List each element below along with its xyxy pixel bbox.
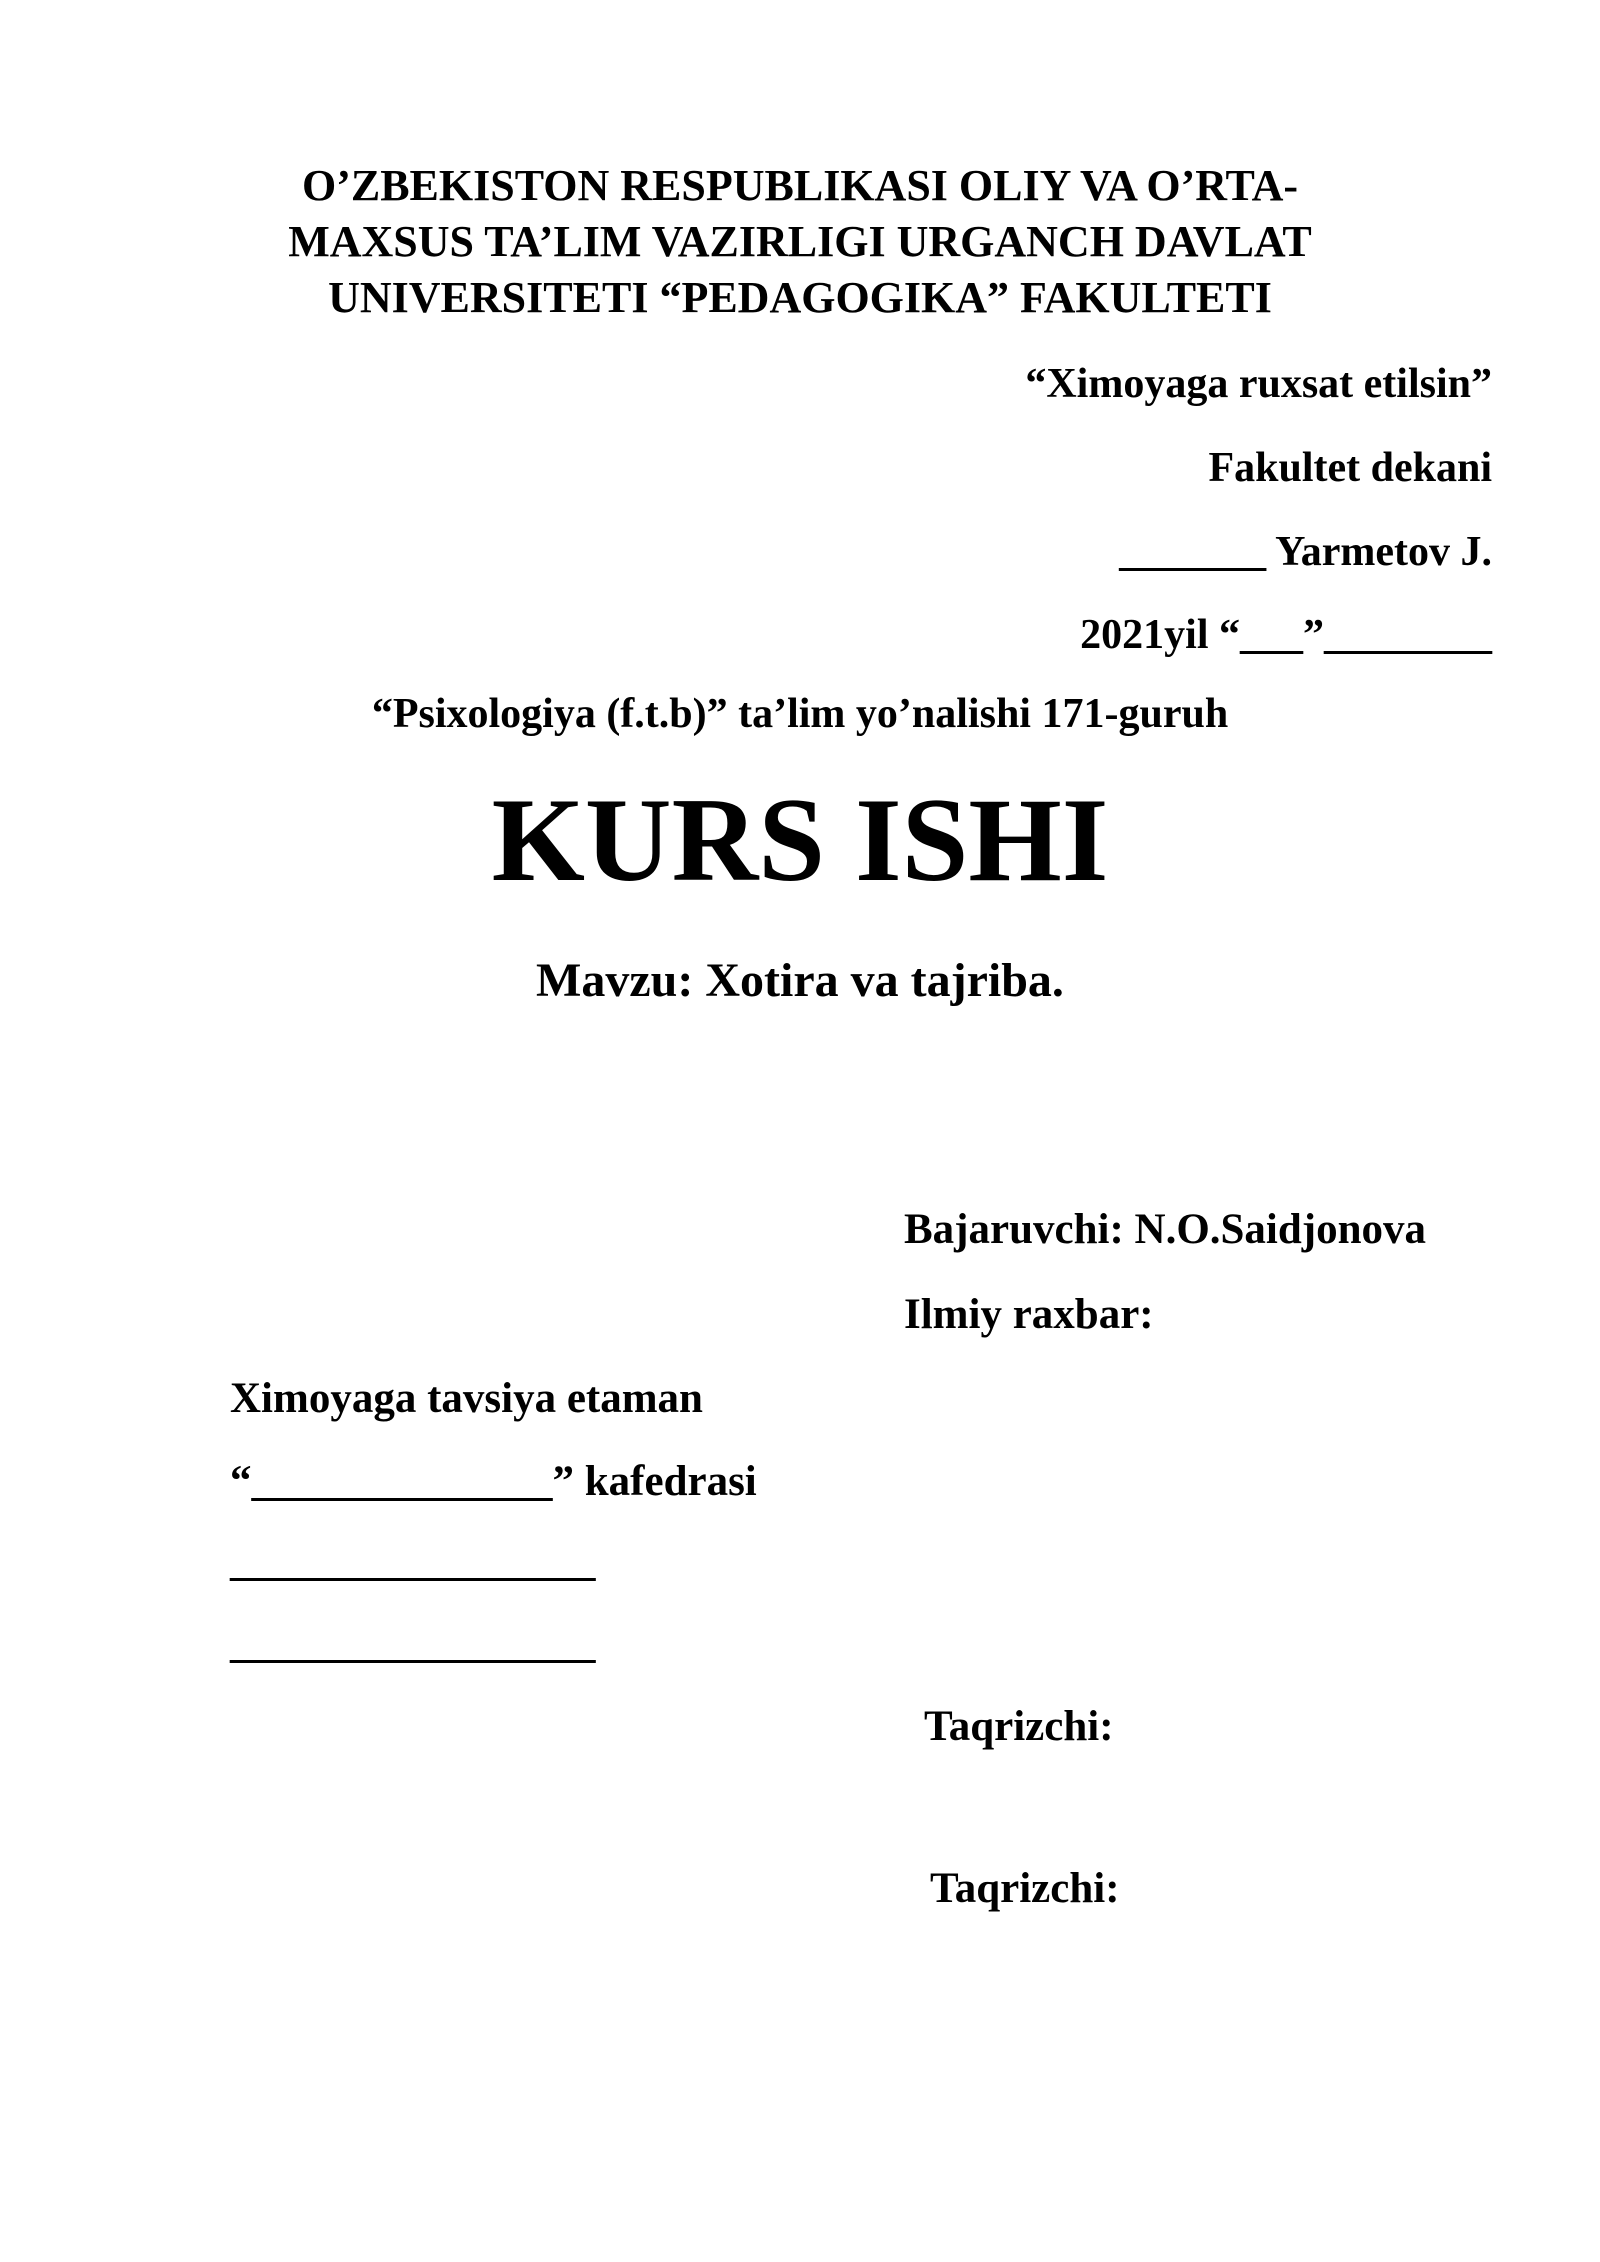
dean-signature: _______ Yarmetov J. [1119,529,1492,575]
signature-blank-1: _________________ [230,1538,596,1585]
reviewer-2: Taqrizchi: [930,1865,1120,1912]
header-line-1: O’ZBEKISTON RESPUBLIKASI OLIY VA O’RTA- [301,161,1299,210]
supervisor: Ilmiy raxbar: [904,1291,1154,1338]
university-header [0,158,1600,326]
document-title: KURS ISHI [491,773,1109,906]
department-line: “______________” kafedrasi [230,1458,757,1505]
signature-blank-2: _________________ [230,1620,596,1667]
recommendation-text: Ximoyaga tavsiya etaman [230,1375,703,1422]
topic: Mavzu: Xotira va tajriba. [536,954,1064,1007]
approval-date: 2021yil “___”________ [1080,612,1492,658]
approval-permission: “Ximoyaga ruxsat etilsin” [1025,361,1492,407]
executor: Bajaruvchi: N.O.Saidjonova [904,1206,1427,1253]
dean-title: Fakultet dekani [1208,445,1492,491]
reviewer-1: Taqrizchi: [924,1703,1114,1750]
header-line-2: MAXSUS TA’LIM VAZIRLIGI URGANCH DAVLAT [288,217,1312,266]
group-line: “Psixologiya (f.t.b)” ta’lim yo’nalishi 171-guruh [371,691,1229,737]
header-line-3: UNIVERSITETI “PEDAGOGIKA” FAKULTETI [328,273,1272,322]
